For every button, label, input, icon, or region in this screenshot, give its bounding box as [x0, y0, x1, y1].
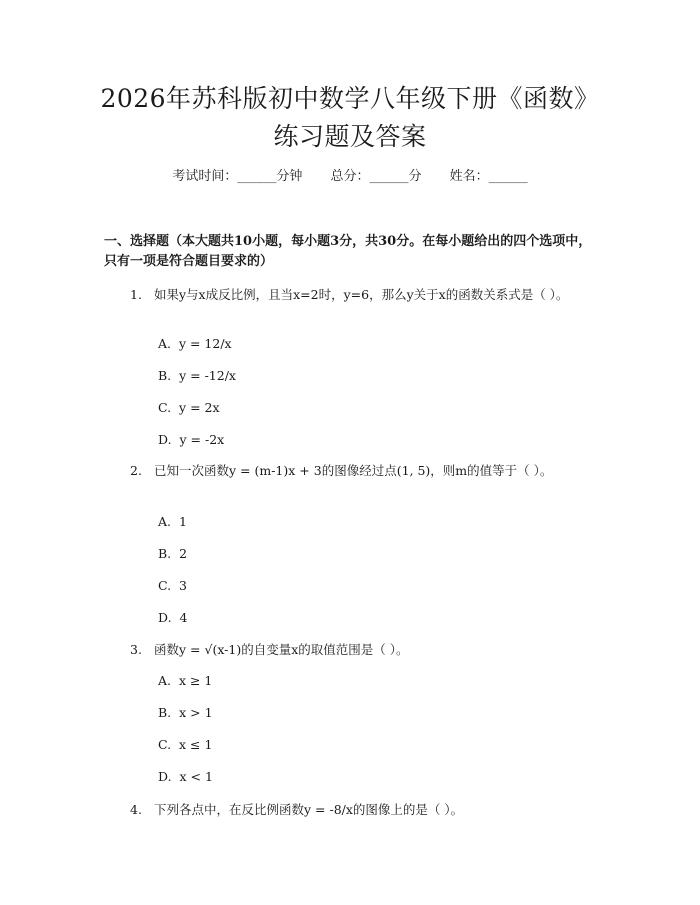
- question-text: 已知一次函数y = (m-1)x + 3的图像经过点(1, 5)，则m的值等于（ ）。: [154, 463, 553, 478]
- question-3: [104, 640, 604, 660]
- question-2-option-d: D. 4: [158, 610, 188, 625]
- page-title-line-2: 练习题及答案: [273, 122, 427, 151]
- question-3-option-d: D. x < 1: [158, 769, 213, 784]
- question-3-option-b: B. x > 1: [158, 705, 213, 720]
- total-score-field: 总分：______分: [330, 169, 422, 184]
- question-1: [104, 285, 604, 305]
- exam-meta: [0, 170, 700, 183]
- question-4: [104, 800, 604, 820]
- question-number: 1.: [130, 287, 142, 302]
- question-3-option-a: A. x ≥ 1: [158, 673, 213, 688]
- question-3-option-c: C. x ≤ 1: [158, 737, 213, 752]
- question-number: 4.: [130, 802, 142, 817]
- question-1-option-c: C. y = 2x: [158, 400, 220, 415]
- question-number: 3.: [130, 642, 142, 657]
- question-2-option-c: C. 3: [158, 578, 187, 593]
- question-2-option-b: B. 2: [158, 546, 188, 561]
- question-2-option-a: A. 1: [158, 514, 187, 529]
- question-text: 函数y = √(x-1)的自变量x的取值范围是（ ）。: [154, 642, 409, 657]
- section-1-heading: 一、选择题（本大题共10小题，每小题3分，共30分。在每小题给出的四个选项中，只有一项是符合题目要求的）: [104, 234, 592, 269]
- question-1-option-d: D. y = -2x: [158, 432, 225, 447]
- question-1-option-b: B. y = -12/x: [158, 368, 236, 383]
- question-text: 如果y与x成反比例，且当x=2时，y=6，那么y关于x的函数关系式是（ ）。: [154, 287, 569, 302]
- student-name-field: 姓名：______: [449, 169, 528, 184]
- question-1-option-a: A. y = 12/x: [158, 336, 232, 351]
- page-title-line-1: 2026年苏科版初中数学八年级下册《函数》: [100, 84, 600, 113]
- question-2: [104, 461, 604, 481]
- exam-time-field: 考试时间：______分钟: [172, 169, 303, 184]
- question-number: 2.: [130, 463, 142, 478]
- question-text: 下列各点中，在反比例函数y = -8/x的图像上的是（ ）。: [154, 802, 464, 817]
